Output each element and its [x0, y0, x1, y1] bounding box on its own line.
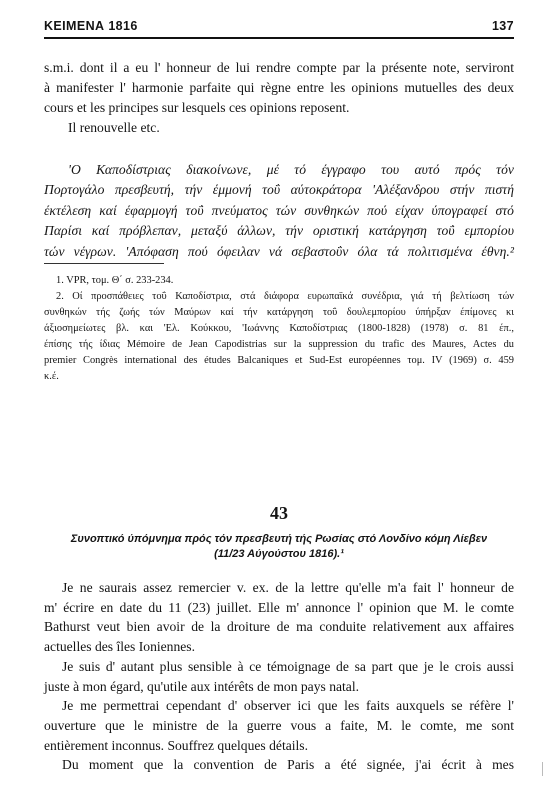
closing-formula: Il renouvelle etc. — [68, 120, 160, 135]
letter-body — [44, 578, 514, 775]
text-line: Je me permettrai cependant d' observer ici que les faits auxquels se réfère l' — [62, 698, 514, 714]
text-line: à manifester l' harmonie parfaite qui règne entre les opinions mutuelles des deux — [44, 80, 514, 95]
footnote-2-line: premier Congrès international des études Balcaniques et Sud-Est européennes τομ. IV (1969) σ. 459 — [44, 355, 514, 366]
greek-commentary-paragraph — [44, 160, 514, 262]
text-line: Je suis d' autant plus sensible à ce témoignage de sa part que je le crois aussi — [62, 658, 514, 674]
footnote-2-line: κ.έ. — [44, 371, 59, 382]
header-rule — [44, 37, 514, 39]
text-line: juste à mon égard, qu'utile aux intérêts de mon pays natal. — [44, 678, 360, 694]
opening-paragraph — [44, 58, 514, 138]
text-line: Πορτογάλο πρεσβευτή, τήν έμμονή τοΰ αύτοκράτορα 'Αλέξανδρου στήν πιστή — [44, 182, 514, 198]
footnote-2-line: συνθηκών τής ζωής τών Μαύρων καί τήν κατάργηση τοΰ δουλεμπορίου ύπήρξαν έπίμονες κι — [44, 307, 514, 318]
text-line: actuelles des îles Ioniennes. — [44, 639, 195, 655]
text-line: Je ne saurais assez remercier v. ex. de la lettre qu'elle m'a fait l' honneur de — [62, 580, 514, 595]
text-line: Du moment que la convention de Paris a été signée, j'ai écrit à mes — [62, 757, 514, 773]
running-header — [44, 17, 514, 37]
footnotes — [44, 273, 514, 385]
document-heading-line: Συνοπτικό ύπόμνημα πρός τόν πρεσβευτή τής Ρωσίας στό Λονδίνο κόμη Λίεβεν — [70, 533, 488, 545]
text-line: έκτέλεση καί έφαρμογή τοΰ πνεύματος τών συνθηκών πού είχαν ύπογραφεί στό — [44, 202, 514, 218]
text-line: s.m.i. dont il a eu l' honneur de lui rendre compte par la présente note, serviront — [44, 60, 514, 75]
document-number: 43 — [270, 503, 288, 523]
text-line: τών νέγρων. 'Απόφαση πού όφειλαν νά σεβαστοΰν όλα τά πολιτισμένα έθνη.² — [44, 243, 514, 259]
footnote-2-line: άξιοσημείωτες βλ. και 'Ελ. Κούκκου, 'Ιωάννης Καποδίστριας (1800-1828) (1978) σ. 81 έπ., — [44, 323, 514, 334]
footnote-2-line: 2. Οί προσπάθειες τοΰ Καποδίστρια, στά διάφορα ευρωπαϊκά συνέδρια, γιά τή βελτίωση τών — [56, 291, 514, 302]
document-heading-line: (11/23 Αύγούστου 1816).¹ — [214, 548, 344, 560]
text-line: cours et les principes sur lesquels ces opinions reposent. — [44, 100, 350, 115]
text-line: Bathurst veut bien avoir de la droiture de ma conduite relativement aux affaires — [44, 619, 514, 635]
footnote-2-line: έπίσης τής ίδιας Mémoire de Jean Capodistrias sur la suppression du trafic des Maures, Actes du — [44, 339, 514, 350]
text-line: ouverture que le ministre de la guerre vous a faite, M. le comte, me sont — [44, 717, 514, 733]
text-line: entièrement inconnus. Souffrez quelques détails. — [44, 737, 308, 753]
footnote-1: 1. VPR, τομ. Θ΄ σ. 233-234. — [56, 275, 174, 286]
footnote-rule — [44, 263, 164, 264]
document-heading — [44, 532, 514, 562]
text-line: 'Ο Καποδίστριας διακοίνωνε, μέ τό έγγραφο του αυτό πρός τόν — [68, 162, 514, 177]
running-header-title: ΚΕΙΜΕΝΑ 1816 — [44, 19, 138, 33]
text-line: m' écrire en date du 11 (23) juillet. Elle m' annonce l' opinion que M. le comte — [44, 599, 514, 615]
page-number: 137 — [491, 19, 514, 33]
scan-mark — [542, 762, 543, 776]
text-line: Παρίσι καί πρόβλεπαν, μεταξύ άλλων, τήν οριστική κατάργηση τοΰ εμπορίου — [44, 223, 514, 239]
